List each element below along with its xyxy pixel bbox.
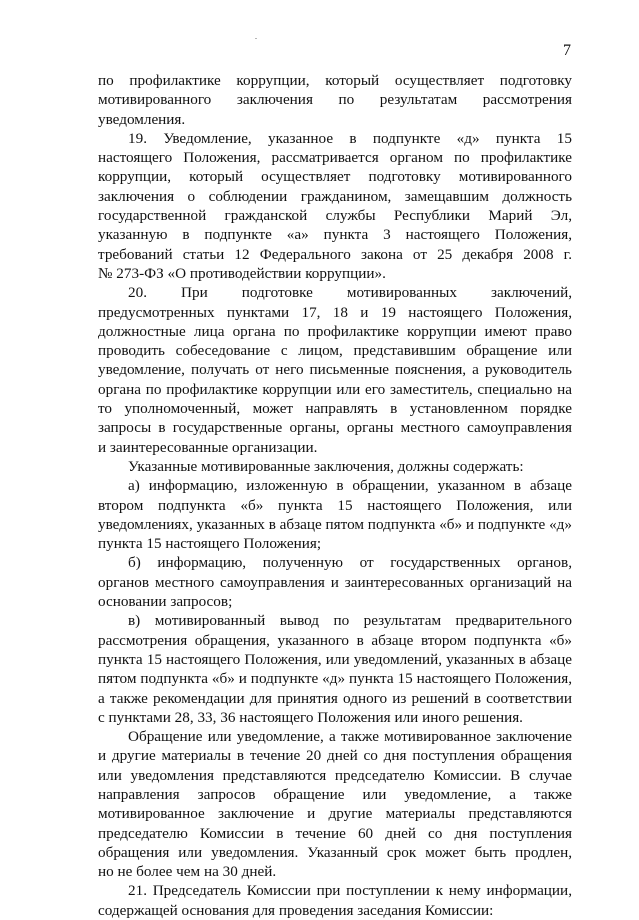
- text-line: заключения о соблюдении гражданином, замещавшим должность: [98, 187, 572, 205]
- text-line: а) информацию, изложенную в обращении, указанном в абзаце: [128, 477, 572, 495]
- text-line: предусмотренных пунктами 17, 18 и 19 настоящего Положения,: [98, 303, 572, 321]
- text-line: органа по профилактике коррупции или его заместитель, специально на: [98, 380, 572, 398]
- text-line: пункта 15 настоящего Положения;: [98, 535, 322, 553]
- text-line: или уведомления представляются председателю Комиссии. В случае: [98, 766, 572, 784]
- text-line: пятом подпункта «б» и подпункте «д» пункта 15 настоящего Положения,: [98, 670, 572, 688]
- text-line: и заинтересованные организации.: [98, 438, 318, 456]
- text-line: 21. Председатель Комиссии при поступлении к нему информации,: [128, 882, 572, 900]
- text-line: содержащей основания для проведения заседания Комиссии:: [98, 901, 494, 919]
- text-line: а также рекомендации для принятия одного из решений в соответствии: [98, 689, 572, 707]
- text-line: направления запросов обращение или уведомление, а также: [98, 785, 572, 803]
- text-line: государственной гражданской службы Республики Марий Эл,: [98, 207, 572, 225]
- text-line: и другие материалы в течение 20 дней со дня поступления обращения: [98, 747, 572, 765]
- text-line: должностные лица органа по профилактике коррупции имеют право: [98, 322, 572, 340]
- text-line: но не более чем на 30 дней.: [98, 863, 277, 881]
- text-line: указанную в подпункте «а» пункта 3 настоящего Положения,: [98, 226, 572, 244]
- scan-speck: [255, 38, 257, 39]
- text-line: уведомления.: [98, 110, 186, 128]
- text-line: основании запросов;: [98, 593, 233, 611]
- text-line: пункта 15 настоящего Положения, или уведомлений, указанных в абзаце: [98, 650, 572, 668]
- text-line: запросы в государственные органы, органы местного самоуправления: [98, 419, 572, 437]
- text-line: б) информацию, полученную от государственных органов,: [128, 554, 572, 572]
- text-line: в) мотивированный вывод по результатам предварительного: [128, 612, 572, 630]
- text-line: с пунктами 28, 33, 36 настоящего Положения или иного решения.: [98, 708, 523, 726]
- text-line: Обращение или уведомление, а также мотивированное заключение: [128, 728, 572, 746]
- text-line: 19. Уведомление, указанное в подпункте «д» пункта 15: [128, 129, 572, 147]
- text-line: № 273-ФЗ «О противодействии коррупции».: [98, 264, 386, 282]
- text-line: мотивированного заключения по результатам рассмотрения: [98, 91, 572, 109]
- text-line: председателю Комиссии в течение 60 дней со дня поступления: [98, 824, 572, 842]
- text-line: органов местного самоуправления и заинтересованных организаций на: [98, 573, 572, 591]
- document-body: [98, 71, 572, 920]
- text-line: уведомлениях, указанных в абзаце пятом подпункта «б» и подпункте «д»: [98, 515, 572, 533]
- text-line: то уполномоченный, может направлять в установленном порядке: [98, 400, 572, 418]
- text-line: коррупции, который осуществляет подготовку мотивированного: [98, 168, 572, 186]
- page-number: 7: [563, 42, 571, 59]
- text-line: втором подпункта «б» пункта 15 настоящего Положения, или: [98, 496, 572, 514]
- text-line: 20. При подготовке мотивированных заключений,: [128, 284, 572, 302]
- text-line: проводить собеседование с лицом, представившим обращение или: [98, 342, 572, 360]
- text-line: рассмотрения обращения, указанного в абзаце втором подпункта «б»: [98, 631, 572, 649]
- text-line: мотивированное заключение и другие материалы представляются: [98, 805, 572, 823]
- text-line: уведомление, получать от него письменные пояснения, а руководитель: [98, 361, 572, 379]
- text-line: обращения или уведомления. Указанный срок может быть продлен,: [98, 843, 572, 861]
- text-line: настоящего Положения, рассматривается органом по профилактике: [98, 149, 572, 167]
- text-line: Указанные мотивированные заключения, должны содержать:: [128, 457, 524, 475]
- text-line: требований статьи 12 Федерального закона от 25 декабря 2008 г.: [98, 245, 572, 263]
- text-line: по профилактике коррупции, который осуществляет подготовку: [98, 72, 572, 89]
